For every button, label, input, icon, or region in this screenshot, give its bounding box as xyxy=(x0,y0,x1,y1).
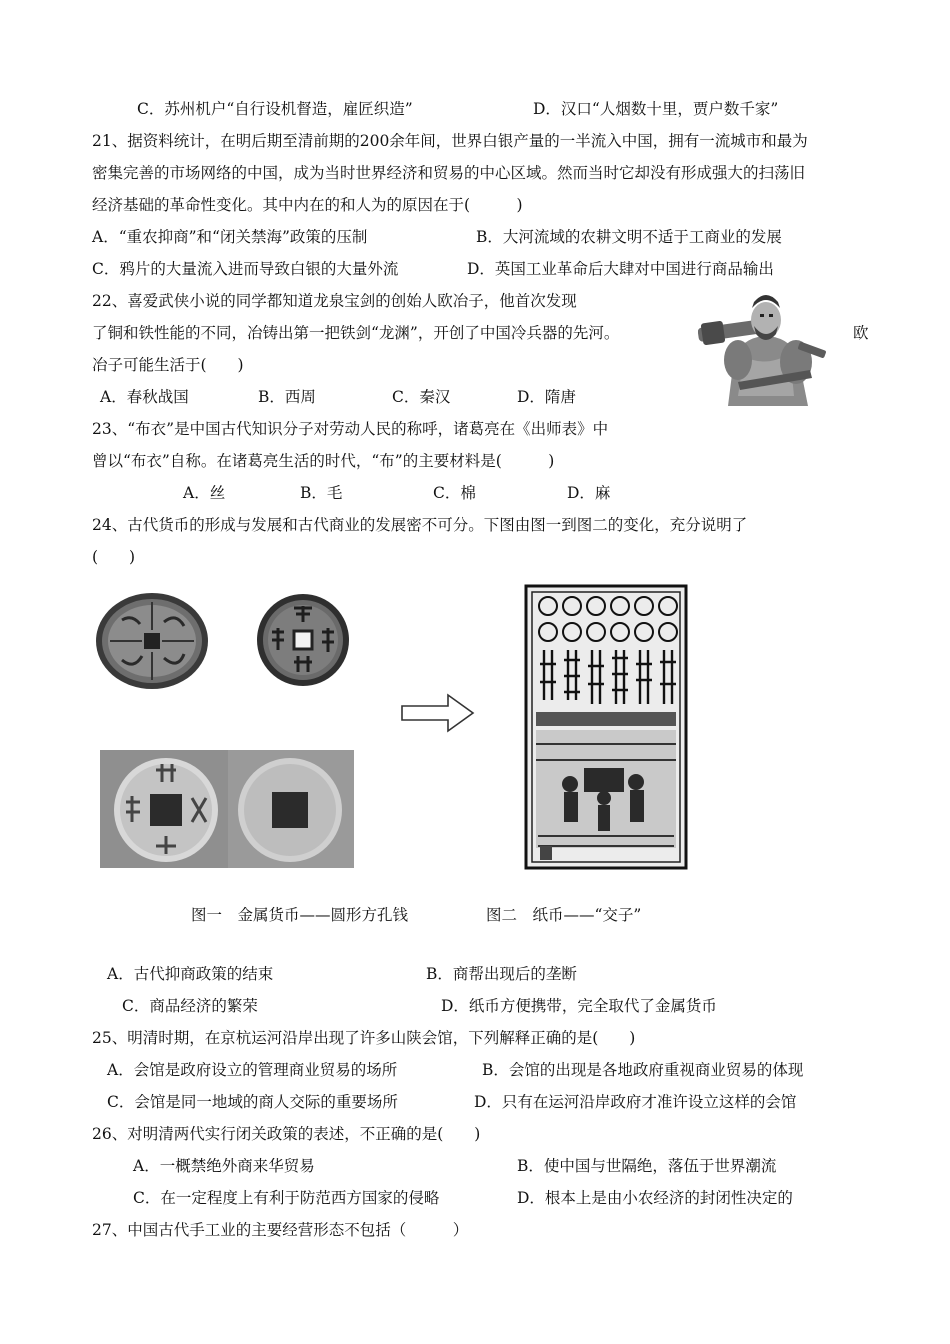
q23-option-b: B．毛 xyxy=(300,484,343,502)
q22-stem-line1: 22、喜爱武侠小说的同学都知道龙泉宝剑的创始人欧冶子，他首次发现 xyxy=(92,292,577,310)
q23-option-a: A．丝 xyxy=(183,484,226,502)
q26-option-a: A．一概禁绝外商来华贸易 xyxy=(133,1157,315,1175)
square-hole-coins-image xyxy=(100,750,354,868)
figure2-caption: 图二 纸币——“交子” xyxy=(486,906,642,924)
q24-option-b: B．商帮出现后的垄断 xyxy=(426,965,577,983)
q25-option-a: A．会馆是政府设立的管理商业贸易的场所 xyxy=(107,1061,398,1079)
q23-option-c: C．棉 xyxy=(433,484,476,502)
figure1-caption: 图一 金属货币——圆形方孔钱 xyxy=(191,906,409,924)
warrior-illustration xyxy=(698,286,828,406)
q22-option-c: C．秦汉 xyxy=(392,388,451,406)
kaiyuan-coin-image xyxy=(254,592,352,688)
q26-option-d: D．根本上是由小农经济的封闭性决定的 xyxy=(517,1189,793,1207)
q23-stem-line2: 曾以“布衣”自称。在诸葛亮生活的时代，“布”的主要材料是( ) xyxy=(92,452,555,470)
q22-stem-line3: 冶子可能生活于( ) xyxy=(92,356,244,374)
q21-stem-line1: 21、据资料统计，在明后期至清前期的200余年间，世界白银产量的一半流入中国，拥有一流城市和最为 xyxy=(92,132,808,150)
q26-option-b: B．使中国与世隔绝，落伍于世界潮流 xyxy=(517,1157,777,1175)
q24-stem-line1: 24、古代货币的形成与发展和古代商业的发展密不可分。下图由图一到图二的变化，充分说明了 xyxy=(92,516,748,534)
q25-option-d: D．只有在运河沿岸政府才准许设立这样的会馆 xyxy=(474,1093,797,1111)
q25-option-c: C．会馆是同一地域的商人交际的重要场所 xyxy=(107,1093,398,1111)
q22-option-a: A．春秋战国 xyxy=(100,388,189,406)
q20-option-d: D．汉口“人烟数十里，贾户数千家” xyxy=(533,100,779,118)
q21-option-b: B．大河流域的农耕文明不适于工商业的发展 xyxy=(476,228,782,246)
q23-stem-line1: 23、“布衣”是中国古代知识分子对劳动人民的称呼，诸葛亮在《出师表》中 xyxy=(92,420,609,438)
q25-stem: 25、明清时期，在京杭运河沿岸出现了许多山陕会馆，下列解释正确的是( ) xyxy=(92,1029,636,1047)
right-arrow-icon xyxy=(400,692,476,734)
q26-stem: 26、对明清两代实行闭关政策的表述，不正确的是( ) xyxy=(92,1125,481,1143)
q24-option-c: C．商品经济的繁荣 xyxy=(122,997,258,1015)
q24-option-a: A．古代抑商政策的结束 xyxy=(107,965,274,983)
round-coin-image xyxy=(92,590,212,692)
q24-option-d: D．纸币方便携带，完全取代了金属货币 xyxy=(441,997,717,1015)
q23-option-d: D．麻 xyxy=(567,484,611,502)
q25-option-b: B．会馆的出现是各地政府重视商业贸易的体现 xyxy=(482,1061,804,1079)
q21-option-a: A．“重农抑商”和“闭关禁海”政策的压制 xyxy=(92,228,368,246)
q22-stem-line2-tail: 欧 xyxy=(853,324,869,342)
q21-option-d: D．英国工业革命后大肆对中国进行商品输出 xyxy=(467,260,774,278)
q20-option-c: C．苏州机户“自行设机督造，雇匠织造” xyxy=(137,100,413,118)
q22-option-d: D．隋唐 xyxy=(517,388,576,406)
jiaozi-paper-money-image xyxy=(524,584,688,870)
q27-stem: 27、中国古代手工业的主要经营形态不包括（ ） xyxy=(92,1221,469,1239)
q21-stem-line3: 经济基础的革命性变化。其中内在的和人为的原因在于( ) xyxy=(92,196,523,214)
q26-option-c: C．在一定程度上有利于防范西方国家的侵略 xyxy=(133,1189,440,1207)
q21-option-c: C．鸦片的大量流入进而导致白银的大量外流 xyxy=(92,260,399,278)
q24-stem-line2: ( ) xyxy=(92,548,136,566)
q22-option-b: B．西周 xyxy=(258,388,316,406)
q22-stem-line2: 了铜和铁性能的不同，冶铸出第一把铁剑“龙渊”，开创了中国冷兵器的先河。 xyxy=(92,324,620,342)
q21-stem-line2: 密集完善的市场网络的中国，成为当时世界经济和贸易的中心区域。然而当时它却没有形成强大的扫荡旧 xyxy=(92,164,806,182)
